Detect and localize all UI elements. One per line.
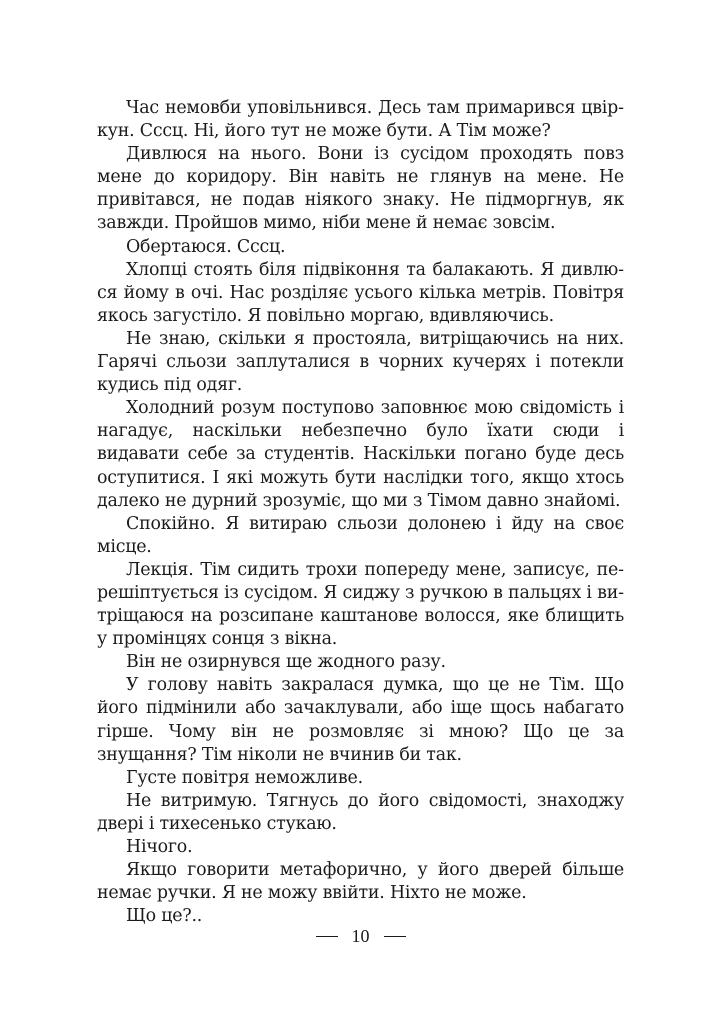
paragraph: Густе повітря неможливе.	[126, 767, 363, 788]
left-dash	[316, 936, 338, 937]
paragraph: Не витримую. Тягнусь до його свідомості, знаходжу двері і тихесенько стукаю.	[97, 790, 624, 834]
paragraph: Якщо говорити метафорично, у його дверей більше немає ручки. Я не можу ввійти. Ніхто не може.	[97, 860, 624, 904]
paragraph: Лекція. Тім сидить трохи попереду мене, записує, перешіптується із сусідом. Я сиджу з ручкою в пальцях і витріщаюся на розсипане каштанове волосся, яке блищить у промінцях сонця з вікна.	[97, 559, 624, 650]
paragraph: Не знаю, скільки я простояла, витріщаючись на них. Гарячі сльози заплуталися в чорних кучерях і потекли кудись під одяг.	[97, 328, 624, 396]
page-number: 10	[351, 926, 370, 946]
right-dash	[384, 936, 406, 937]
page-body	[97, 97, 624, 928]
paragraph: Дивлюся на нього. Вони із сусідом проходять повз мене до коридору. Він навіть не глянув на мене. Не привітався, не подав ніякого знаку. Не підморгнув, як завжди. Пройшов мимо, ніби мене й немає зовсім.	[97, 144, 624, 234]
paragraph: У голову навіть закралася думка, що це не Тім. Що його підмінили або зачаклували, або іще щось набагато гірше. Чому він не розмовляє зі мною? Що це за знущання? Тім ніколи не вчинив би так.	[97, 675, 624, 765]
paragraph: Він не озирнувся ще жодного разу.	[126, 652, 446, 673]
page-footer	[0, 926, 721, 947]
paragraph: Обертаюся. Сссц.	[126, 236, 286, 257]
paragraph: Спокійно. Я витираю сльози долонею і йду на своє місце.	[97, 513, 624, 557]
paragraph: Холодний розум поступово заповнює мою свідомість і нагадує, наскільки небезпечно було їхати сюди і видавати себе за студентів. Наскільки погано буде десь оступитися. І які можуть бути наслідки того, якщо хтось далеко не дурний зрозуміє, що ми з Тімом давно знайомі.	[97, 398, 624, 511]
paragraph: Час немовби уповільнився. Десь там примарився цвіркун. Сссц. Ні, його тут не може бути. А Тім може?	[97, 98, 624, 142]
paragraph: Що це?..	[126, 906, 203, 927]
paragraph: Хлопці стоять біля підвіконня та балакають. Я дивлюся йому в очі. Нас розділяє усього кілька метрів. Повітря якось загустіло. Я повільно моргаю, вдивляючись.	[97, 259, 624, 326]
paragraph: Нічого.	[126, 837, 193, 857]
